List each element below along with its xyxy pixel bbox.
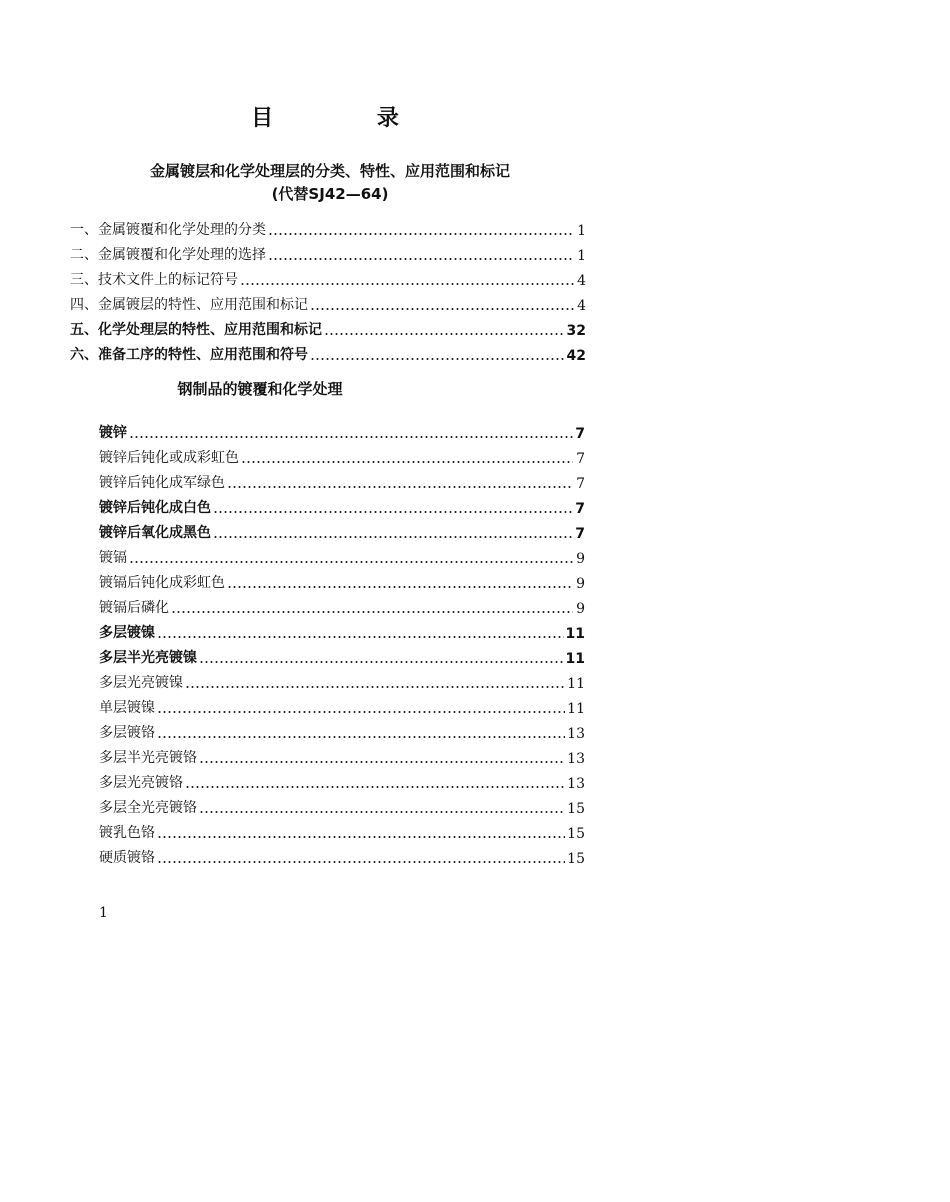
toc-entry-title: 镀乳色铬 [99, 825, 155, 841]
toc-entry-title: 多层半光亮镀铬 [99, 750, 197, 766]
page-number: 1 [99, 905, 108, 921]
toc-entry-title: 多层全光亮镀铬 [99, 800, 197, 816]
toc-entry-title: 多层光亮镀铬 [99, 775, 183, 791]
toc-entry-number: 二、 [70, 247, 98, 263]
document-subtitle: (代替SJ42—64) [271, 185, 389, 203]
toc-leader-dots [240, 283, 574, 285]
toc-entry-page: 11 [565, 651, 585, 667]
toc-leader-dots [213, 536, 573, 538]
toc-leader-dots [199, 811, 565, 813]
toc-entry-number: 一、 [70, 222, 98, 238]
toc-leader-dots [157, 861, 565, 863]
toc-entry-page: 4 [577, 298, 586, 314]
toc-entry-page: 7 [575, 526, 585, 542]
toc-leader-dots [213, 511, 573, 513]
toc-entry [99, 817, 585, 842]
toc-leader-dots [324, 333, 565, 335]
toc-entry-title: 镀锌后钝化成白色 [99, 500, 211, 516]
toc-entry-number: 四、 [70, 297, 98, 313]
toc-entry [99, 717, 585, 742]
toc-entry [70, 289, 586, 314]
toc-entry [99, 567, 585, 592]
toc-entry-number: 六、 [70, 347, 98, 363]
toc-entry-title: 单层镀镍 [99, 700, 155, 716]
toc-entry-title: 化学处理层的特性、应用范围和标记 [98, 322, 322, 338]
toc-entry-title: 镀锌 [99, 425, 127, 441]
toc-leader-dots [310, 308, 574, 310]
toc-leader-dots [185, 686, 565, 688]
toc-sections-list [70, 214, 586, 364]
toc-entry-page: 9 [576, 576, 585, 592]
toc-entry-number: 五、 [70, 322, 98, 338]
toc-entry-title: 镀锌后钝化或成彩虹色 [99, 450, 239, 466]
toc-entry [70, 239, 586, 264]
toc-entry-title: 多层镀镍 [99, 625, 155, 641]
toc-entry-page: 7 [575, 426, 585, 442]
toc-entry [99, 542, 585, 567]
toc-entry-page: 7 [575, 501, 585, 517]
toc-entry-title: 金属镀覆和化学处理的分类 [98, 222, 266, 238]
toc-leader-dots [157, 711, 565, 713]
toc-entry-page: 1 [577, 223, 586, 239]
toc-entry-page: 9 [576, 601, 585, 617]
toc-entry [70, 314, 586, 339]
toc-entry [99, 417, 585, 442]
toc-entry [99, 742, 585, 767]
toc-entry [99, 642, 585, 667]
toc-entry [70, 264, 586, 289]
toc-entry [70, 214, 586, 239]
toc-entry-title: 多层光亮镀镍 [99, 675, 183, 691]
toc-entry-title: 准备工序的特性、应用范围和符号 [98, 347, 308, 363]
toc-entry-title: 多层半光亮镀镍 [99, 650, 197, 666]
toc-entry [99, 442, 585, 467]
toc-leader-dots [227, 586, 573, 588]
toc-entry-title: 镀锌后氧化成黑色 [99, 525, 211, 541]
toc-entry-title: 金属镀覆和化学处理的选择 [98, 247, 266, 263]
toc-entry-title: 镀锌后钝化成军绿色 [99, 475, 225, 491]
toc-entry-page: 7 [576, 451, 585, 467]
toc-leader-dots [129, 436, 573, 438]
toc-entry [99, 492, 585, 517]
toc-entry [99, 467, 585, 492]
toc-leader-dots [199, 761, 565, 763]
toc-entry-page: 13 [567, 776, 585, 792]
toc-steel-items-list [99, 417, 585, 867]
toc-entry [99, 842, 585, 867]
toc-entry-title: 技术文件上的标记符号 [98, 272, 238, 288]
toc-entry-page: 15 [567, 801, 585, 817]
toc-entry-page: 1 [577, 248, 586, 264]
toc-leader-dots [129, 561, 573, 563]
document-title: 金属镀层和化学处理层的分类、特性、应用范围和标记 [149, 162, 510, 180]
toc-entry-title: 硬质镀铬 [99, 850, 155, 866]
toc-entry [99, 592, 585, 617]
toc-leader-dots [227, 486, 573, 488]
toc-entry-page: 11 [567, 676, 585, 692]
toc-entry-title: 金属镀层的特性、应用范围和标记 [98, 297, 308, 313]
toc-entry-title: 镀镉 [99, 550, 127, 566]
toc-entry-page: 11 [567, 701, 585, 717]
page-title: 目 录 [251, 106, 447, 131]
toc-entry-page: 32 [566, 323, 586, 339]
toc-entry-title: 多层镀铬 [99, 725, 155, 741]
toc-entry-page: 4 [577, 273, 586, 289]
toc-entry [99, 692, 585, 717]
toc-entry [99, 617, 585, 642]
toc-entry [99, 792, 585, 817]
steel-section-heading: 钢制品的镀覆和化学处理 [177, 380, 343, 398]
toc-leader-dots [157, 836, 565, 838]
toc-entry-page: 15 [567, 826, 585, 842]
toc-entry [99, 517, 585, 542]
toc-entry [99, 767, 585, 792]
toc-entry-title: 镀镉后磷化 [99, 600, 169, 616]
toc-entry [99, 667, 585, 692]
toc-leader-dots [199, 661, 564, 663]
toc-leader-dots [268, 233, 574, 235]
toc-entry-number: 三、 [70, 272, 98, 288]
toc-entry-page: 42 [566, 348, 586, 364]
toc-leader-dots [268, 258, 574, 260]
toc-entry [70, 339, 586, 364]
toc-leader-dots [310, 358, 565, 360]
toc-entry-page: 11 [565, 626, 585, 642]
toc-entry-page: 15 [567, 851, 585, 867]
toc-entry-page: 13 [567, 726, 585, 742]
toc-leader-dots [171, 611, 573, 613]
toc-entry-page: 7 [576, 476, 585, 492]
toc-entry-page: 13 [567, 751, 585, 767]
toc-entry-page: 9 [576, 551, 585, 567]
toc-entry-title: 镀镉后钝化成彩虹色 [99, 575, 225, 591]
toc-leader-dots [157, 636, 564, 638]
toc-leader-dots [185, 786, 565, 788]
toc-leader-dots [157, 736, 565, 738]
toc-leader-dots [241, 461, 573, 463]
